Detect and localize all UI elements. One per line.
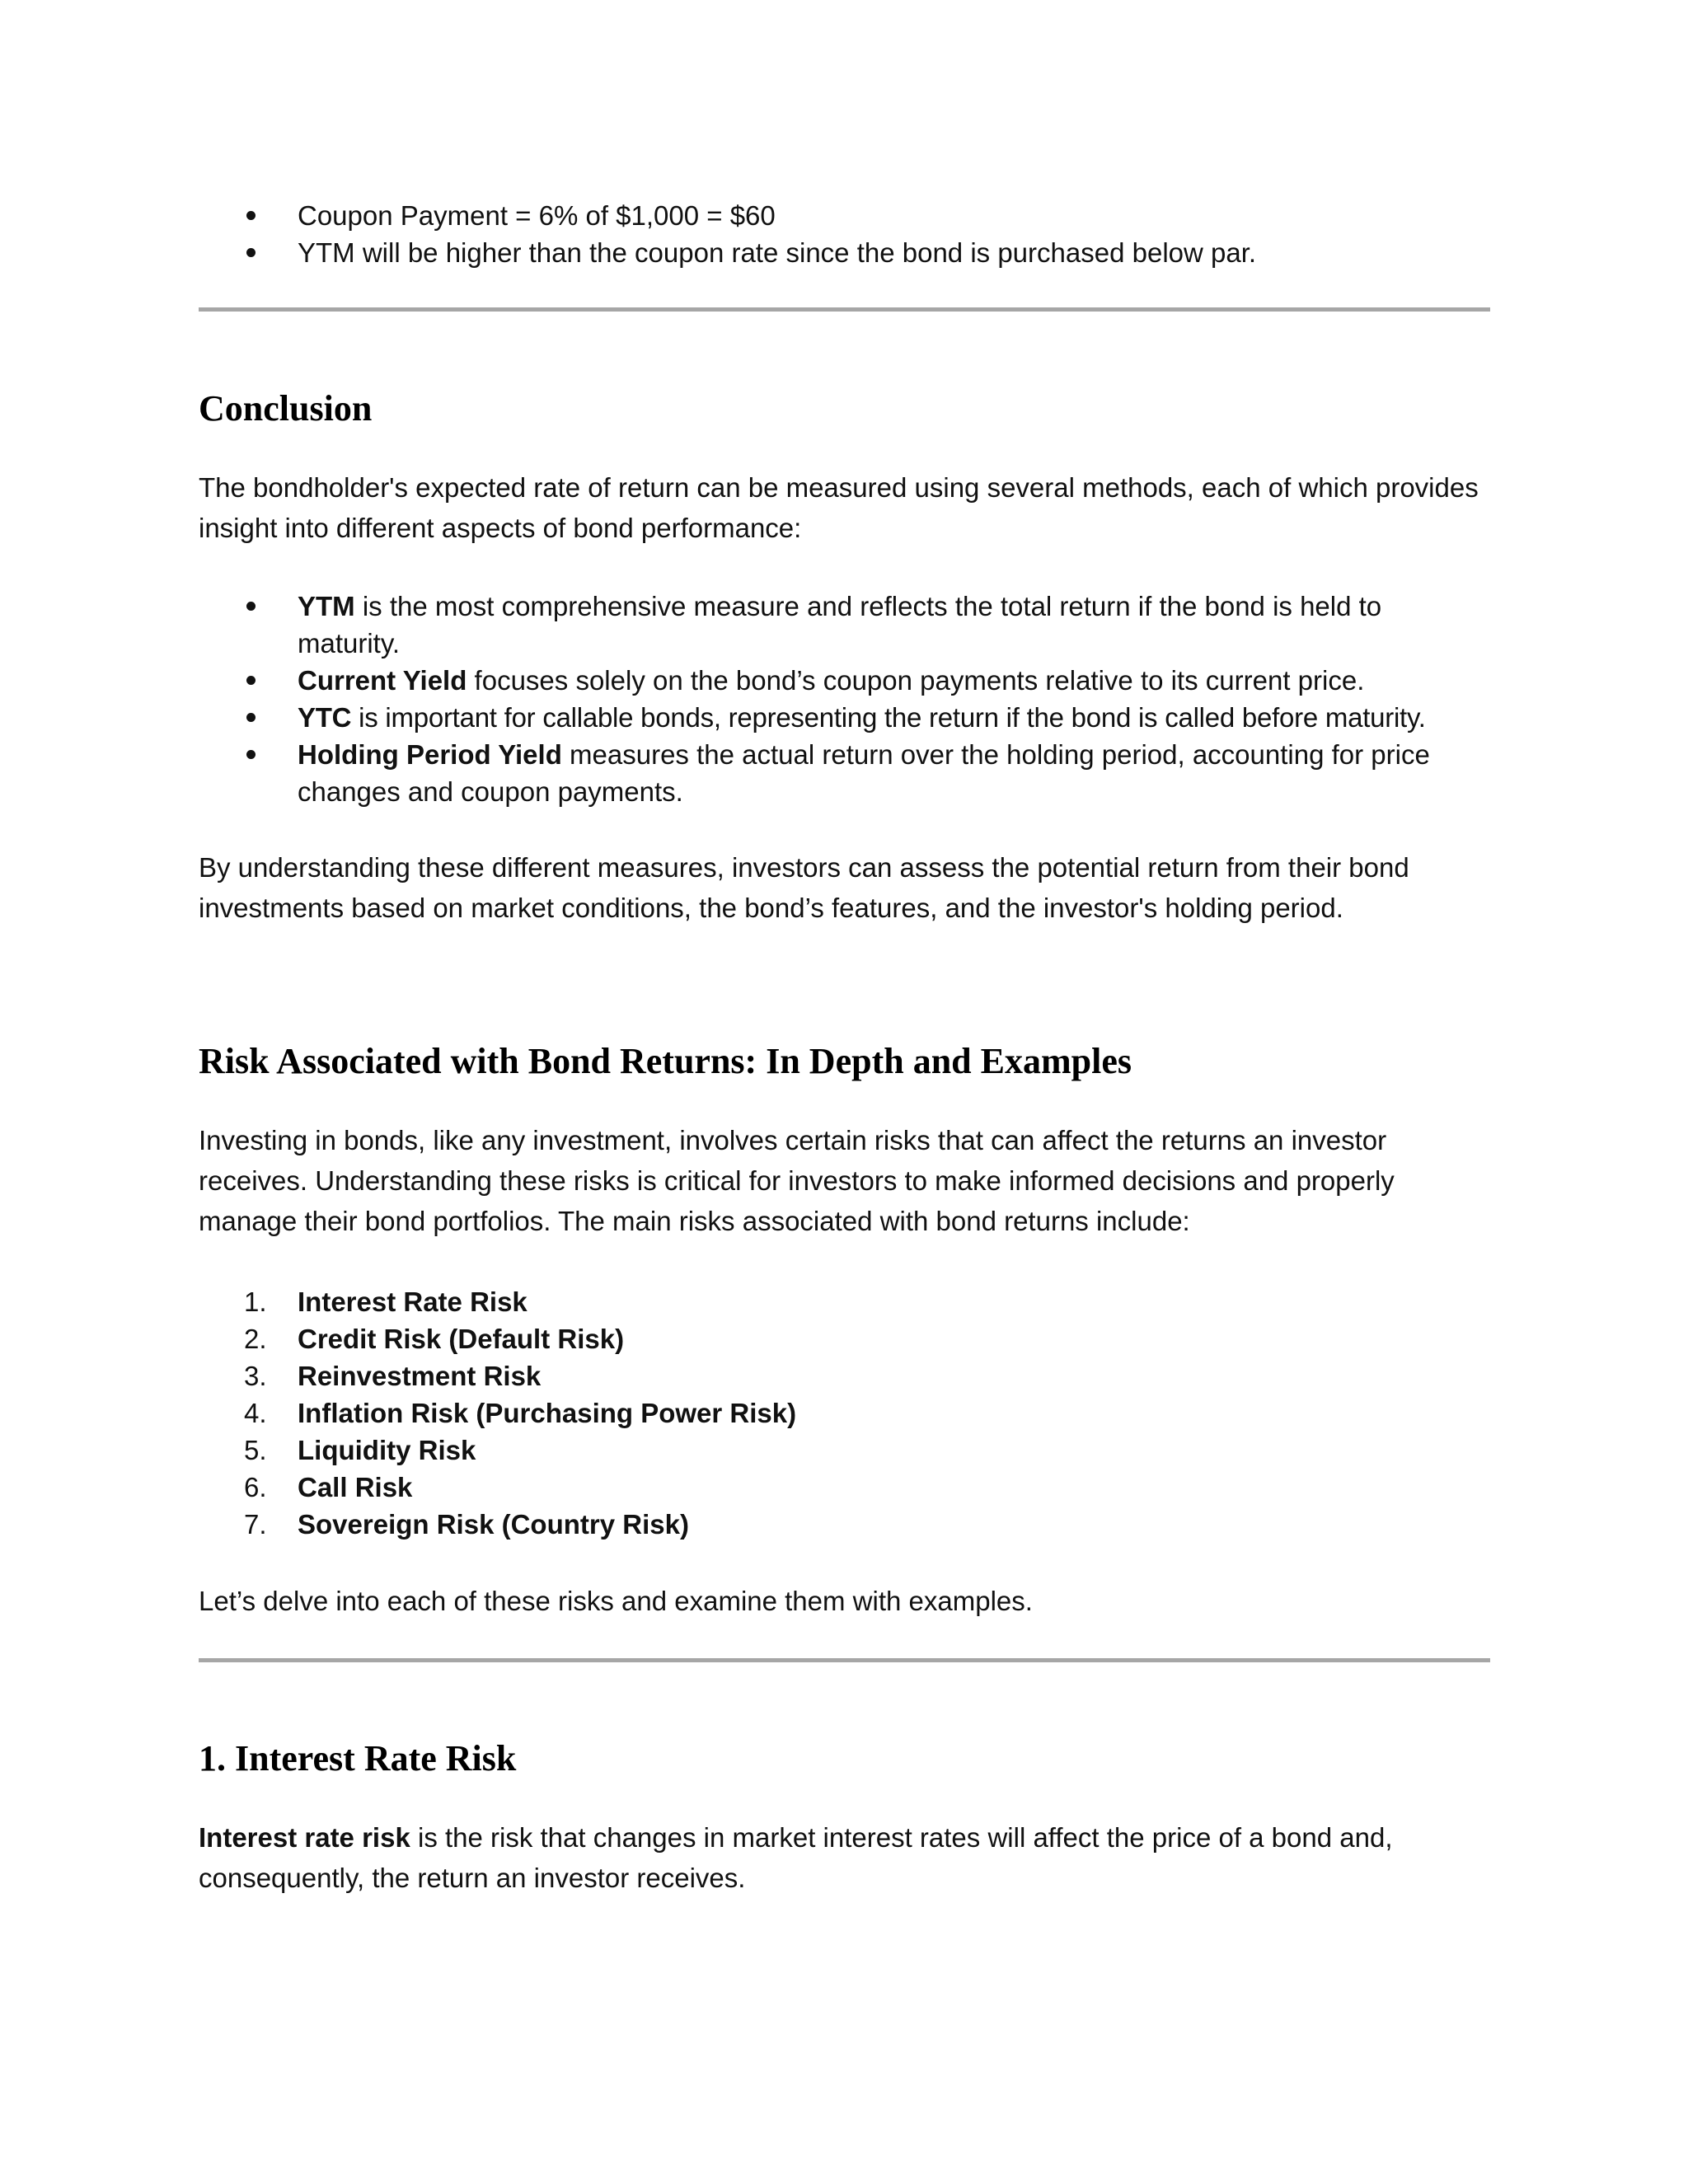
list-item (199, 234, 1489, 271)
interest-rate-risk-paragraph-block (199, 1817, 1489, 1898)
list-number: 4. (244, 1398, 267, 1428)
horizontal-divider (199, 1658, 1490, 1662)
conclusion-closing-block (199, 847, 1489, 928)
paragraph (199, 1817, 1489, 1898)
list-item (199, 1283, 1489, 1320)
list-item-text: Coupon Payment = 6% of $1,000 = $60 (298, 200, 776, 231)
conclusion-intro-block (199, 467, 1489, 548)
term: Current Yield (298, 665, 467, 696)
interest-rate-risk-heading-block (199, 1737, 1489, 1780)
section-heading: Risk Associated with Bond Returns: In Depth and Examples (199, 1041, 1132, 1081)
paragraph: By understanding these different measures, investors can assess the potential return from their bond investments based on market conditions, the bond’s features, and the investor's holding period. (199, 852, 1409, 923)
bullet-icon (246, 713, 256, 722)
list-item (199, 1469, 1489, 1506)
top-bullet-list (199, 197, 1489, 271)
list-item-text: is important for callable bonds, representing the return if the bond is called before maturity. (351, 702, 1426, 733)
list-item-text: Inflation Risk (Purchasing Power Risk) (298, 1398, 797, 1428)
list-item (199, 1320, 1489, 1357)
bullet-icon (246, 211, 256, 220)
list-item (199, 662, 1489, 699)
risk-intro-block (199, 1120, 1489, 1241)
paragraph: The bondholder's expected rate of return can be measured using several methods, each of which provides insight into different aspects of bond performance: (199, 472, 1479, 543)
bullet-icon (246, 602, 256, 611)
list-number: 6. (244, 1472, 267, 1502)
bullet-icon (246, 750, 256, 759)
list-item (199, 1394, 1489, 1432)
list-number: 2. (244, 1324, 267, 1354)
horizontal-divider (199, 307, 1490, 312)
list-number: 1. (244, 1286, 267, 1317)
paragraph: Investing in bonds, like any investment, involves certain risks that can affect the returns an investor receives. Understanding these risks is critical for investors to make informed decisions and properly manage their bond portfolios. The main risks associated with bond returns include: (199, 1125, 1395, 1236)
list-number: 3. (244, 1361, 267, 1391)
list-item-text: is the most comprehensive measure and reflects the total return if the bond is held to maturity. (298, 591, 1382, 658)
bullet-icon (246, 676, 256, 685)
section-heading: 1. Interest Rate Risk (199, 1738, 517, 1779)
conclusion-bullet-list (199, 588, 1489, 810)
list-item-text: Credit Risk (Default Risk) (298, 1324, 625, 1354)
list-item (199, 736, 1489, 810)
list-item (199, 1432, 1489, 1469)
list-item (199, 197, 1489, 234)
term: Holding Period Yield (298, 739, 562, 770)
risk-numbered-list (199, 1283, 1489, 1543)
list-item-text: focuses solely on the bond’s coupon payments relative to its current price. (467, 665, 1365, 696)
paragraph: Let’s delve into each of these risks and examine them with examples. (199, 1586, 1033, 1616)
list-item-text: Sovereign Risk (Country Risk) (298, 1509, 689, 1540)
list-item (199, 1357, 1489, 1394)
bullet-icon (246, 248, 256, 257)
list-item-text: Call Risk (298, 1472, 413, 1502)
list-number: 7. (244, 1509, 267, 1540)
risk-closing-block (199, 1581, 1489, 1621)
list-item (199, 1506, 1489, 1543)
list-item-text: Liquidity Risk (298, 1435, 476, 1465)
term: YTC (298, 702, 352, 733)
paragraph-text: is the risk that changes in market interest rates will affect the price of a bond and, consequently, the return an investor receives. (199, 1822, 1393, 1893)
list-item (199, 588, 1489, 662)
section-heading: Conclusion (199, 388, 373, 429)
term: YTM (298, 591, 355, 621)
term: Interest rate risk (199, 1822, 410, 1853)
list-item-text: YTM will be higher than the coupon rate since the bond is purchased below par. (298, 237, 1257, 268)
list-item-text: measures the actual return over the holding period, accounting for price changes and coupon payments. (298, 739, 1430, 807)
list-item-text: Interest Rate Risk (298, 1286, 528, 1317)
risk-heading-block (199, 1040, 1489, 1083)
list-number: 5. (244, 1435, 267, 1465)
conclusion-heading-block (199, 387, 1489, 430)
list-item-text: Reinvestment Risk (298, 1361, 542, 1391)
list-item (199, 699, 1489, 736)
